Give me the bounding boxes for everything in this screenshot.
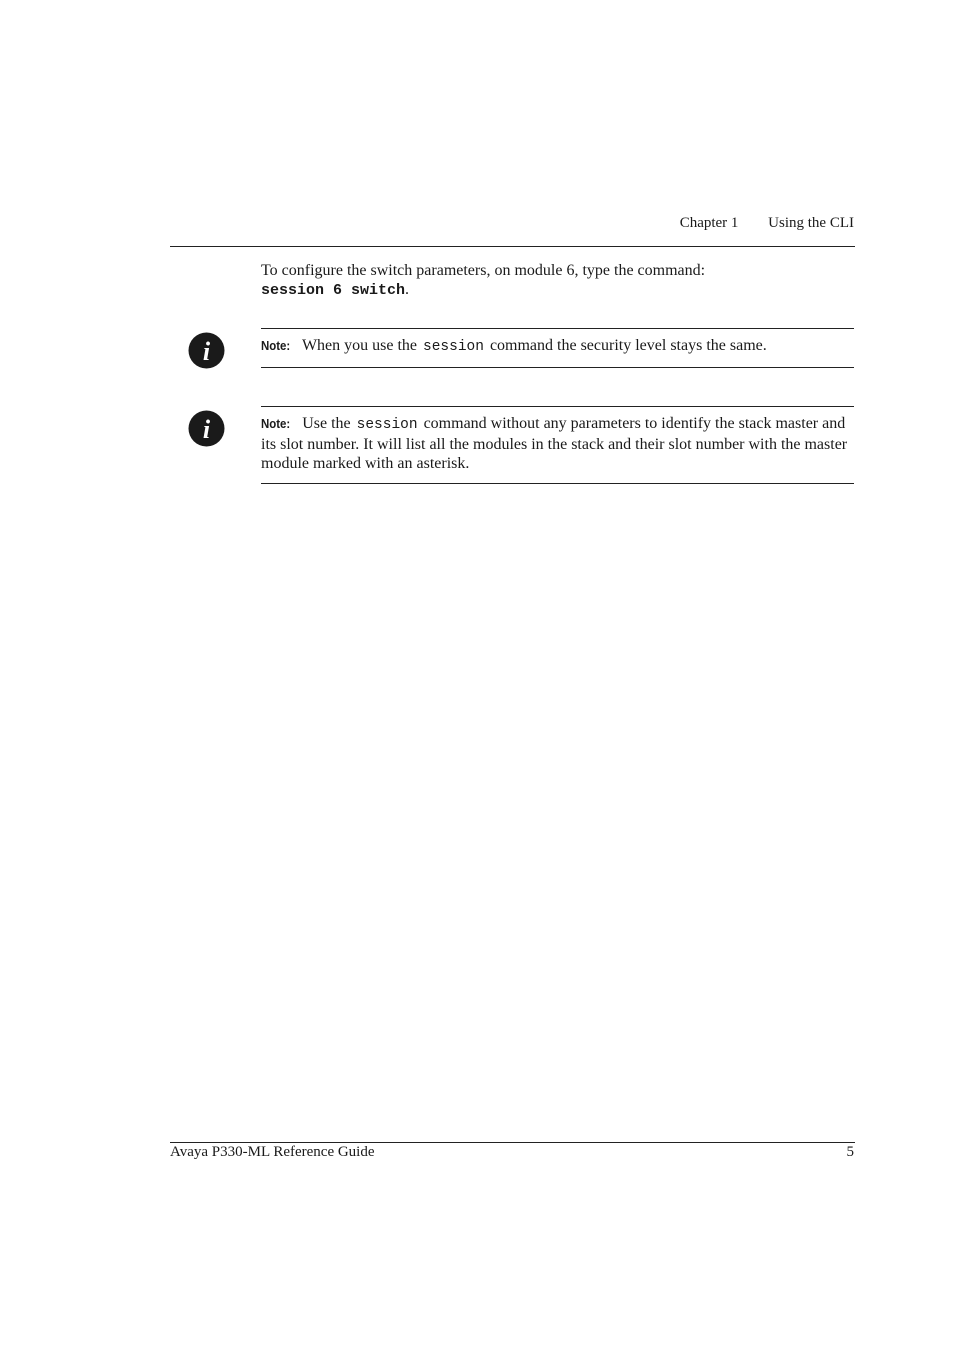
command-example: session 6 switch [261, 282, 406, 299]
svg-text:i: i [202, 415, 211, 444]
intro-period: . [405, 281, 410, 298]
note-label: Note: [261, 416, 291, 431]
intro-paragraph [261, 261, 855, 300]
note-text-before: Use the [302, 415, 351, 432]
note-text [261, 414, 854, 473]
note-text-after: command the security level stays the same. [489, 337, 767, 354]
note-text [261, 336, 854, 357]
svg-text:i: i [202, 337, 211, 366]
code-session: session [423, 339, 484, 355]
note-text-after: command without any parameters to identify the stack master and its slot number. It will list all the modules in the stack and their slot number with the master module marked with an asterisk. [261, 415, 848, 472]
chapter-title: Using the CLI [768, 215, 854, 231]
note-label: Note: [261, 338, 291, 353]
page-number: 5 [846, 1144, 854, 1160]
info-icon [188, 332, 225, 369]
note-text-before: When you use the [301, 337, 418, 354]
info-icon [188, 410, 225, 447]
chapter-label: Chapter 1 [679, 215, 739, 231]
footer-rule [170, 1142, 855, 1143]
note-box [261, 406, 854, 484]
footer-guide-title: Avaya P330-ML Reference Guide [170, 1144, 375, 1160]
running-header [680, 215, 854, 232]
intro-text: To configure the switch parameters, on module 6, type the command: [261, 262, 706, 279]
note-box [261, 328, 854, 368]
header-rule [170, 246, 855, 247]
code-session: session [356, 417, 418, 433]
